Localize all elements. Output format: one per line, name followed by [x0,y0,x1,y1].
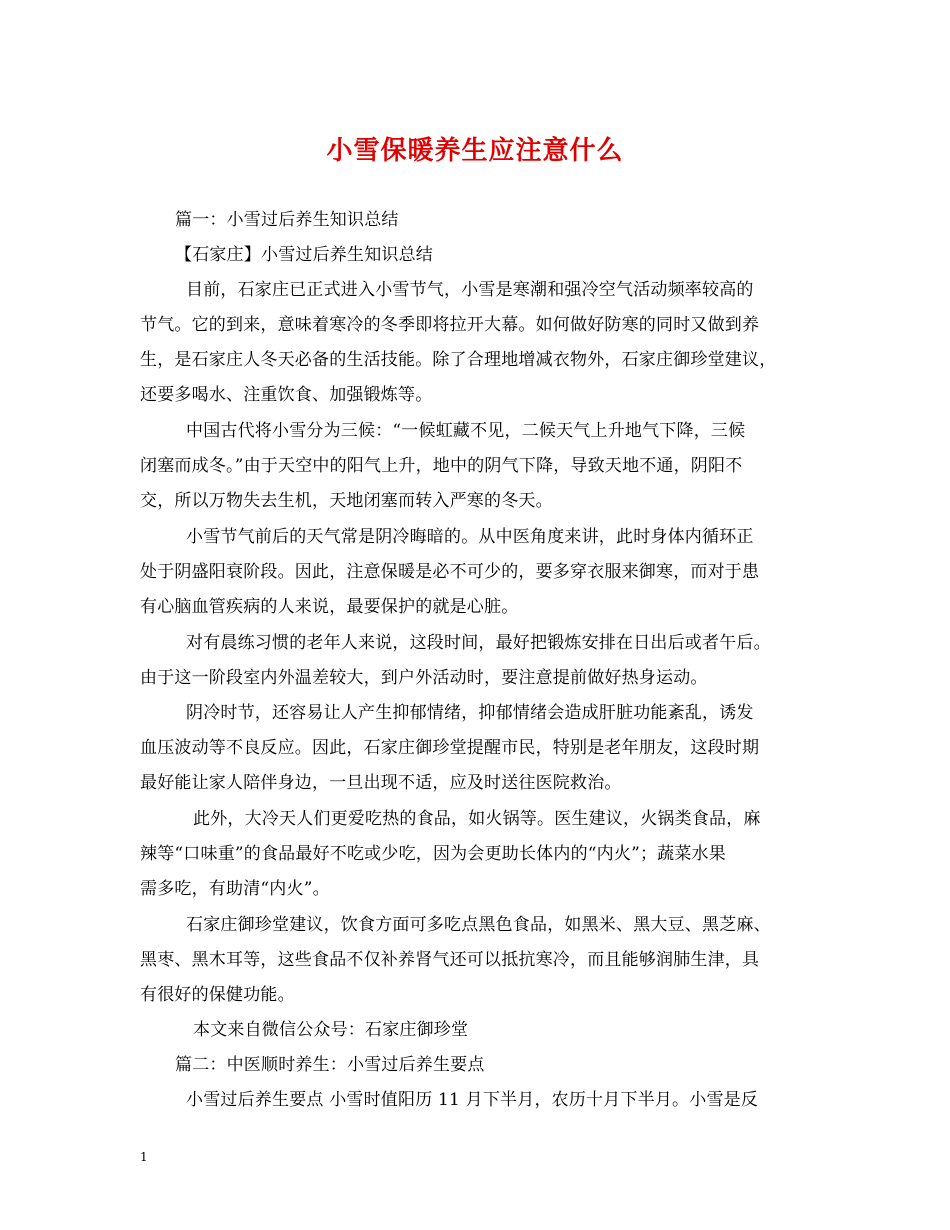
paragraph-line: 有心脑血管疾病的人来说，最要保护的就是心脏。 [140,597,519,617]
subheading: 【石家庄】小雪过后养生知识总结 [175,245,433,265]
paragraph-line: 血压波动等不良反应。因此，石家庄御珍堂提醒市民，特别是老年朋友，这段时期 [140,738,760,758]
document-title: 小雪保暖养生应注意什么 [326,136,624,166]
paragraph-line: 中国古代将小雪分为三候：“一候虹藏不见，二候天气上升地气下降，三候 [186,421,746,441]
paragraph-line: 有很好的保健功能。 [140,985,295,1005]
paragraph-line: 最好能让家人陪伴身边，一旦出现不适，应及时送往医院救治。 [140,773,622,793]
section-heading-1: 篇一：小雪过后养生知识总结 [175,210,399,230]
paragraph-line: 阴冷时节，还容易让人产生抑郁情绪，抑郁情绪会造成肝脏功能紊乱，诱发 [186,703,754,723]
paragraph-line: 交，所以万物失去生机，天地闭塞而转入严寒的冬天。 [140,491,553,511]
paragraph-line: 黑枣、黑木耳等，这些食品不仅补养肾气还可以抵抗寒冷，而且能够润肺生津，具 [140,950,760,970]
paragraph-line: 处于阴盛阳衰阶段。因此，注意保暖是必不可少的，要多穿衣服来御寒，而对于患 [140,562,760,582]
paragraph-line: 此外，大冷天人们更爱吃热的食品，如火锅等。医生建议，火锅类食品，麻 [193,809,761,829]
paragraph-line: 需多吃，有助清“内火”。 [140,879,330,899]
paragraph-line: 由于这一阶段室内外温差较大，到户外活动时，要注意提前做好热身运动。 [140,668,708,688]
paragraph-line: 生，是石家庄人冬天必备的生活技能。除了合理地增减衣物外，石家庄御珍堂建议， [140,350,777,370]
source-note: 本文来自微信公众号：石家庄御珍堂 [193,1020,469,1040]
paragraph-line: 还要多喝水、注重饮食、加强锻炼等。 [140,385,433,405]
paragraph-line: 小雪节气前后的天气常是阴冷晦暗的。从中医角度来讲，此时身体内循环正 [186,527,754,547]
paragraph-line: 石家庄御珍堂建议，饮食方面可多吃点黑色食品，如黑米、黑大豆、黑芝麻、 [186,915,771,935]
paragraph-line: 目前，石家庄已正式进入小雪节气，小雪是寒潮和强冷空气活动频率较高的 [186,280,754,300]
paragraph-line: 对有晨练习惯的老年人来说，这段时间，最好把锻炼安排在日出后或者午后。 [186,633,771,653]
paragraph-line: 闭塞而成冬。”由于天空中的阳气上升，地中的阴气下降，导致天地不通，阴阳不 [140,456,743,476]
paragraph-line: 辣等“口味重”的食品最好不吃或少吃，因为会更助长体内的“内火”；蔬菜水果 [140,844,726,864]
paragraph-line: 小雪过后养生要点 小雪时值阳历 11 月下半月，农历十月下半月。小雪是反 [186,1090,759,1110]
section-heading-2: 篇二：中医顺时养生：小雪过后养生要点 [175,1055,485,1075]
paragraph-line: 节气。它的到来，意味着寒冷的冬季即将拉开大幕。如何做好防寒的同时又做到养 [140,315,760,335]
page-number: 1 [140,1150,148,1164]
